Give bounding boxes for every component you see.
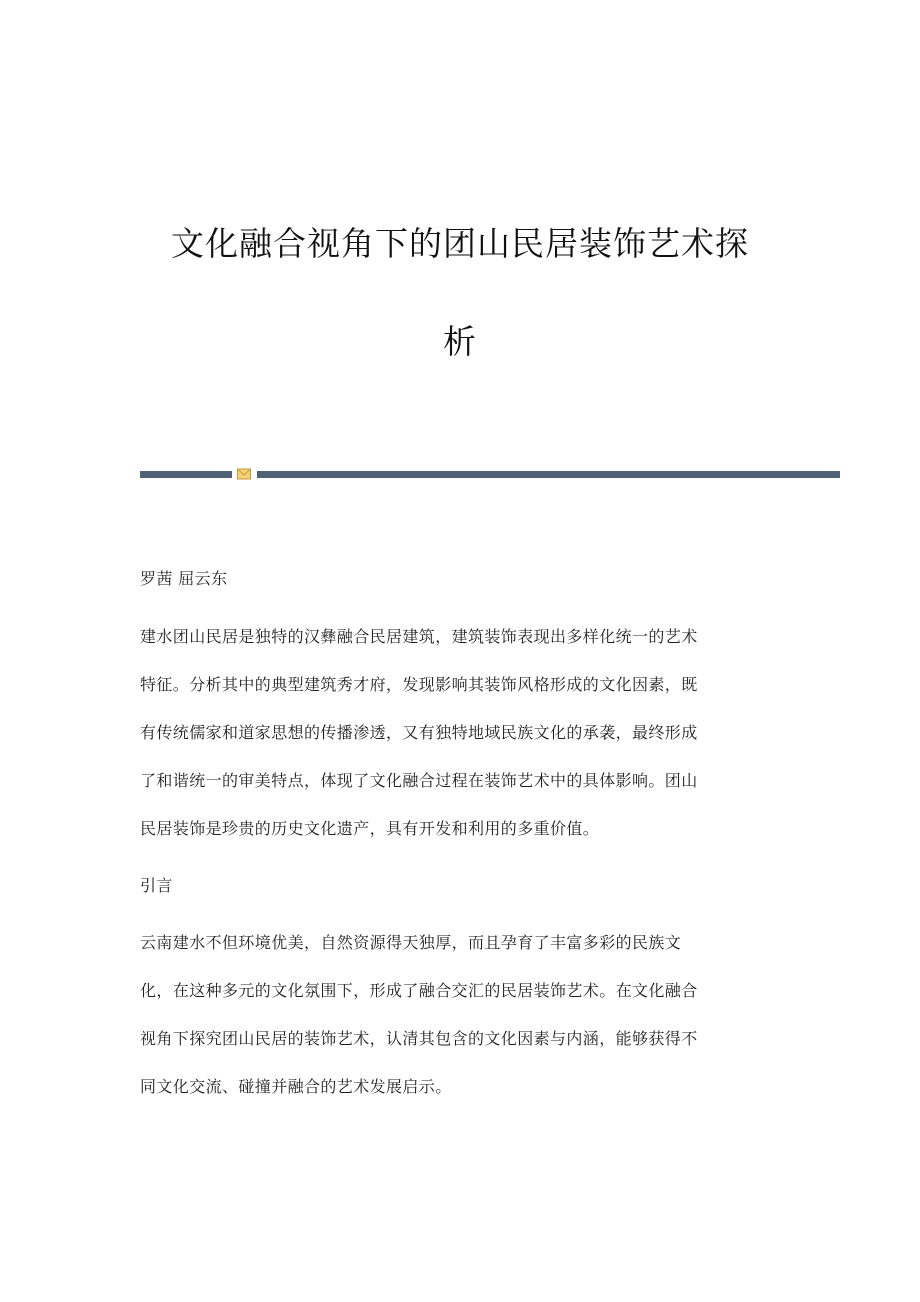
abstract-line: 特征。分析其中的典型建筑秀才府，发现影响其装饰风格形成的文化因素，既 <box>140 675 698 694</box>
abstract-line: 了和谐统一的审美特点，体现了文化融合过程在装饰艺术中的具体影响。团山 <box>140 771 698 790</box>
divider-bar-right <box>257 471 840 478</box>
divider-bar-left <box>140 471 232 478</box>
intro-line: 化，在这种多元的文化氛围下，形成了融合交汇的民居装饰艺术。在文化融合 <box>140 981 698 1000</box>
abstract-line: 建水团山民居是独特的汉彝融合民居建筑，建筑装饰表现出多样化统一的艺术 <box>140 627 698 646</box>
intro-line: 视角下探究团山民居的装饰艺术，认清其包含的文化因素与内涵，能够获得不 <box>140 1029 698 1048</box>
envelope-icon <box>237 468 251 480</box>
title-line-1: 文化融合视角下的团山民居装饰艺术探 <box>171 224 749 263</box>
abstract-line: 民居装饰是珍贵的历史文化遗产，具有开发和利用的多重价值。 <box>140 819 600 838</box>
intro-line: 同文化交流、碰撞并融合的艺术发展启示。 <box>140 1077 452 1096</box>
section-heading: 引言 <box>140 876 173 895</box>
intro-line: 云南建水不但环境优美，自然资源得天独厚，而且孕育了丰富多彩的民族文 <box>140 933 682 952</box>
abstract-line: 有传统儒家和道家思想的传播渗透，又有独特地域民族文化的承袭，最终形成 <box>140 723 698 742</box>
authors: 罗茜 屈云东 <box>140 569 228 588</box>
title-line-2: 析 <box>443 322 477 361</box>
title-divider <box>140 468 840 482</box>
